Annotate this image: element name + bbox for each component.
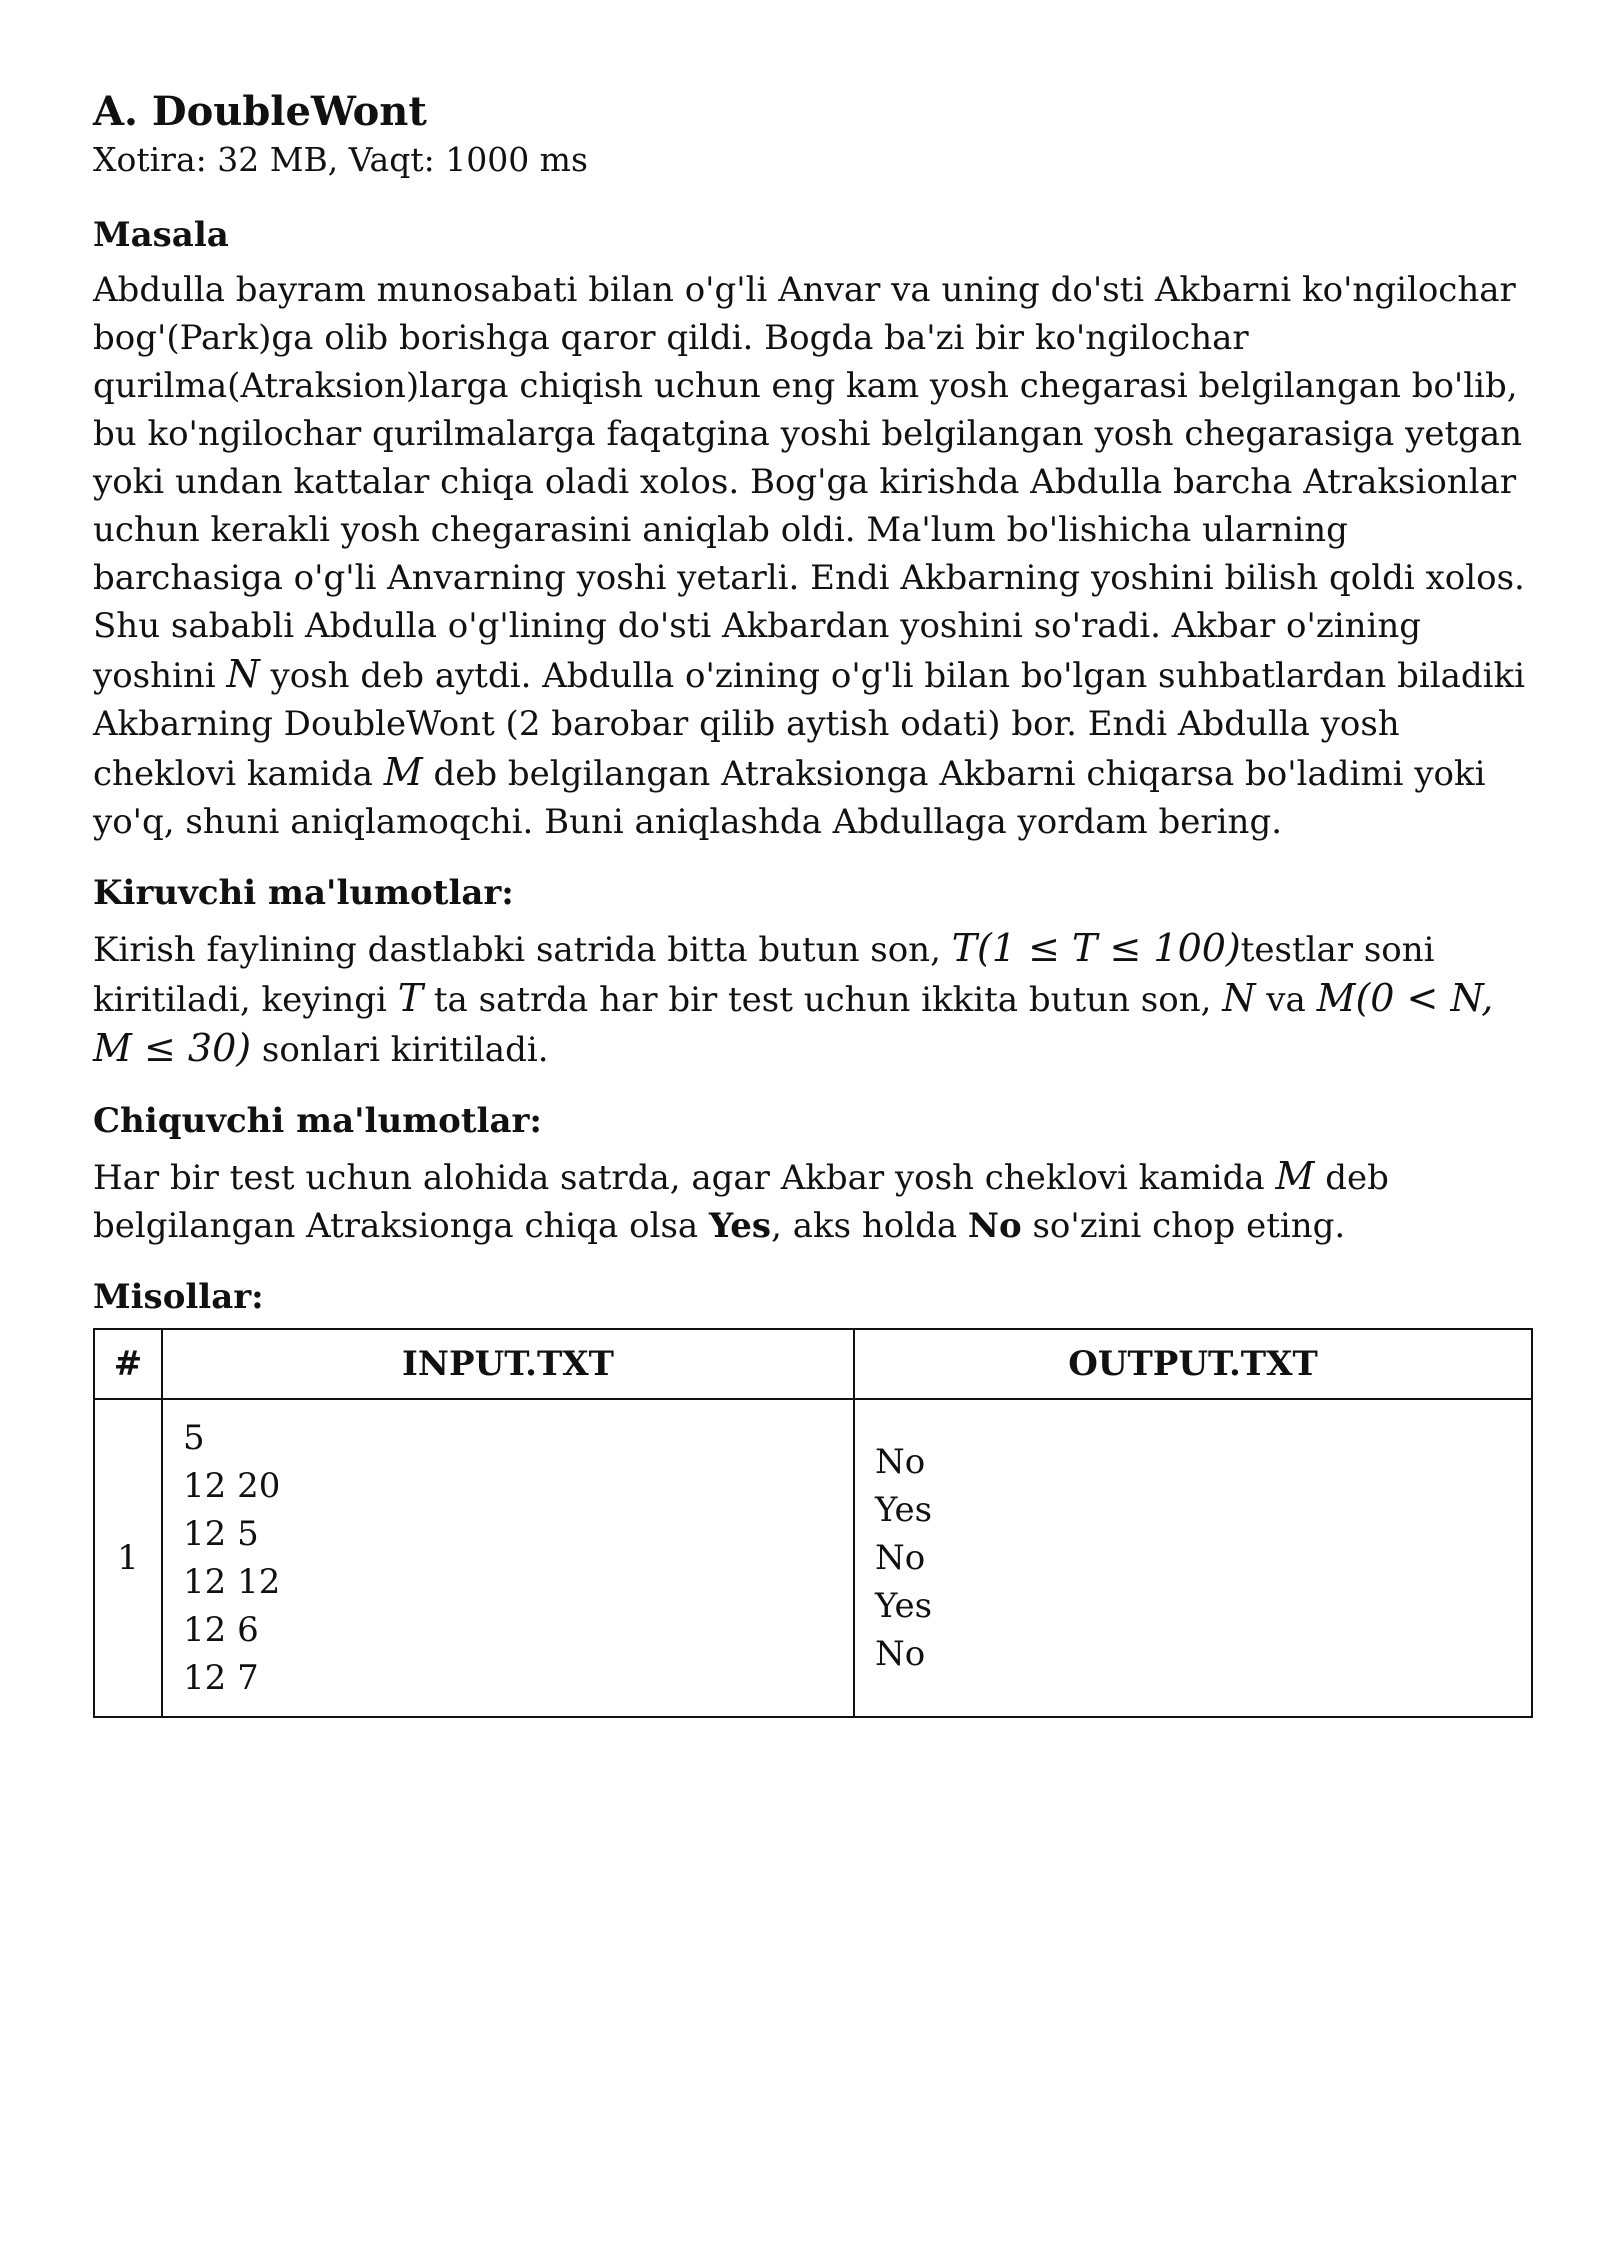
- variable-n: N: [226, 652, 260, 696]
- column-header-output: OUTPUT.TXT: [854, 1329, 1532, 1399]
- limits-text: Xotira: 32 MB, Vaqt: 1000 ms: [93, 140, 588, 179]
- variable-t: T: [397, 976, 424, 1020]
- input-text: Kirish faylining dastlabki satrida bitta butun son,: [93, 930, 952, 970]
- input-description: [93, 924, 1533, 1074]
- output-line: Yes: [875, 1490, 933, 1530]
- examples-heading: Misollar:: [93, 1277, 264, 1317]
- input-line: 12 7: [183, 1658, 259, 1698]
- input-line: 12 5: [183, 1514, 259, 1554]
- statement-text: deb belgilangan Atraksionga Akbarni chiqarsa bo'ladimi yoki yo'q, shuni aniqlamoqchi. Buni aniqlashda Abdullaga yordam bering.: [93, 754, 1486, 842]
- input-paragraph: [93, 924, 1533, 1074]
- keyword-yes: Yes: [708, 1206, 772, 1246]
- problem-statement: [93, 266, 1533, 846]
- output-text: deb belgilangan Atraksionga chiqa olsa: [93, 1158, 1389, 1246]
- output-line: Yes: [875, 1586, 933, 1626]
- output-heading: Chiquvchi ma'lumotlar:: [93, 1101, 542, 1141]
- input-line: 12 6: [183, 1610, 259, 1650]
- output-description: [93, 1152, 1533, 1250]
- math-t-range: T(1 ≤ T ≤ 100): [951, 926, 1241, 970]
- table-row: [94, 1399, 1532, 1717]
- variable-m: M: [1275, 1154, 1315, 1198]
- input-heading: Kiruvchi ma'lumotlar:: [93, 873, 514, 913]
- input-text: testlar soni kiritiladi, keyingi: [93, 930, 1435, 1020]
- problem-title: A. DoubleWont: [93, 88, 427, 135]
- output-line: No: [875, 1634, 926, 1674]
- variable-m: M: [383, 750, 423, 794]
- output-paragraph: [93, 1152, 1533, 1250]
- statement-text: yosh deb aytdi. Abdulla o'zining o'g'li bilan bo'lgan suhbatlardan biladiki Akbarning DoubleWont (2 barobar qilib aytish odati) bor. Endi Abdulla yosh cheklovi kamida: [93, 656, 1526, 794]
- input-line: 12 12: [183, 1562, 281, 1602]
- output-text: , aks holda: [771, 1206, 968, 1246]
- example-number: 1: [94, 1399, 162, 1717]
- output-line: No: [875, 1442, 926, 1482]
- input-line: 12 20: [183, 1466, 281, 1506]
- column-header-input: INPUT.TXT: [162, 1329, 854, 1399]
- statement-paragraph-1: Abdulla bayram munosabati bilan o'g'li Anvar va uning do'sti Akbarni ko'ngilochar bog'(Park)ga olib borishga qaror qildi. Bogda ba'zi bir ko'ngilochar qurilma(Atraksion)larga chiqish uchun eng kam yosh chegarasi belgilangan bo'lib, bu ko'ngilochar qurilmalarga faqatgina yoshi belgilangan yosh chegarasiga yetgan yoki undan kattalar chiqa oladi xolos. Bog'ga kirishda Abdulla barcha Atraksionlar uchun kerakli yosh chegarasini aniqlab oldi. Ma'lum bo'lishicha ularning barchasiga o'g'li Anvarning yoshi yetarli. Endi Akbarning yoshini bilish qoldi xolos.: [93, 270, 1525, 598]
- examples-table: [93, 1328, 1533, 1718]
- statement-paragraph-2: [93, 602, 1533, 846]
- table-header-row: [94, 1329, 1532, 1399]
- input-text: ta satrda har bir test uchun ikkita butun son,: [423, 980, 1223, 1020]
- example-input[interactable]: [162, 1399, 854, 1717]
- output-text: so'zini chop eting.: [1021, 1206, 1346, 1246]
- variable-n: N: [1222, 976, 1256, 1020]
- problem-page: [93, 86, 1533, 1718]
- statement-text: Shu sababli Abdulla o'g'lining do'sti Akbardan yoshini so'radi. Akbar o'zining yoshini: [93, 606, 1422, 696]
- input-text: va: [1255, 980, 1317, 1020]
- output-line: No: [875, 1538, 926, 1578]
- math-nm-range: M(0 < N, M ≤ 30): [93, 976, 1494, 1070]
- example-output[interactable]: [854, 1399, 1532, 1717]
- problem-heading: Masala: [93, 215, 229, 255]
- keyword-no: No: [967, 1206, 1022, 1246]
- output-text: Har bir test uchun alohida satrda, agar Akbar yosh cheklovi kamida: [93, 1158, 1276, 1198]
- input-text: sonlari kiritiladi.: [251, 1030, 549, 1070]
- column-header-number: #: [94, 1329, 162, 1399]
- input-line: 5: [183, 1418, 205, 1458]
